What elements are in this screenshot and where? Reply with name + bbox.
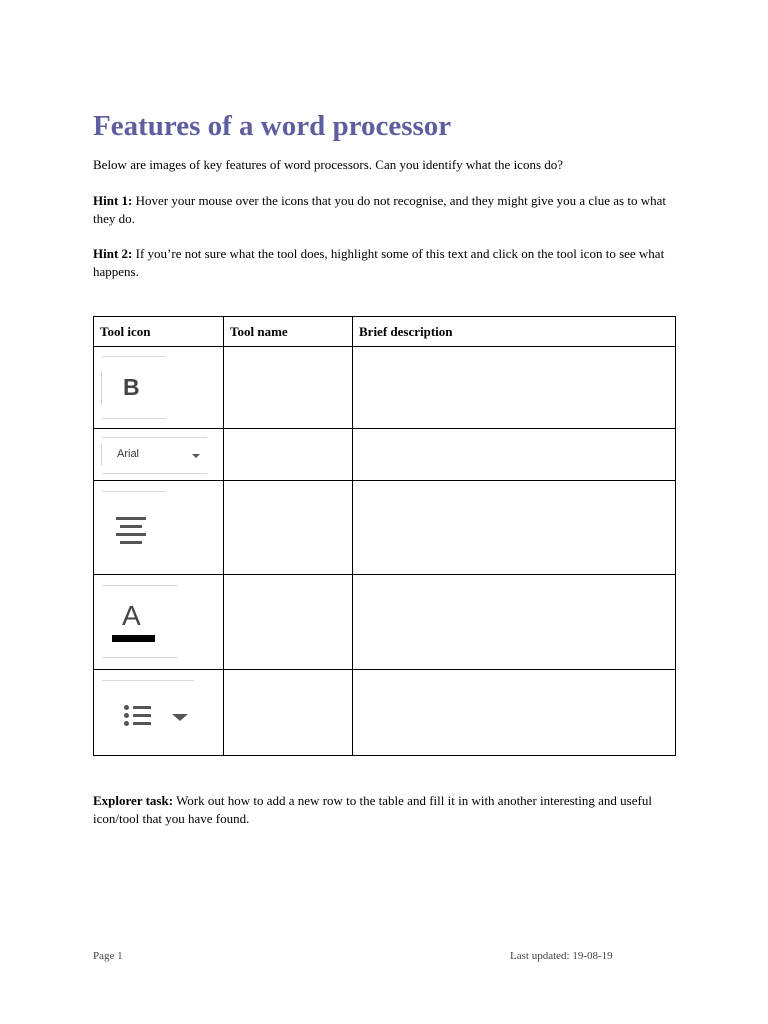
tool-icon-cell — [94, 429, 224, 481]
tool-icon-cell — [94, 347, 224, 429]
toolbar-edge-top — [102, 437, 207, 438]
center-align-icon — [116, 517, 148, 547]
hint-2-text: If you’re not sure what the tool does, highlight some of this text and click on the tool icon to see what happens. — [93, 246, 665, 279]
toolbar-edge-top — [102, 585, 178, 586]
description-cell[interactable] — [353, 481, 676, 575]
last-updated: Last updated: 19-08-19 — [510, 950, 613, 962]
table-row — [94, 347, 676, 429]
font-selector-icon: Arial — [117, 448, 140, 460]
toolbar-divider — [101, 371, 102, 405]
table-header-row — [94, 317, 676, 347]
description-cell[interactable] — [353, 575, 676, 670]
explorer-task-label: Explorer task: — [93, 793, 174, 808]
page-title: Features of a word processor — [93, 110, 452, 142]
tool-name-cell[interactable] — [224, 347, 353, 429]
description-cell[interactable] — [353, 429, 676, 481]
table-row — [94, 429, 676, 481]
table-row — [94, 575, 676, 670]
tool-icon-cell — [94, 575, 224, 670]
intro-paragraph: Below are images of key features of word processors. Can you identify what the icons do? — [93, 157, 564, 172]
page-number: Page 1 — [93, 950, 123, 962]
tool-icon-cell — [94, 481, 224, 575]
hint-1-label: Hint 1: — [93, 193, 133, 208]
hint-1-paragraph — [93, 192, 683, 228]
toolbar-divider — [101, 444, 102, 466]
chevron-down-icon — [172, 714, 188, 721]
table-row — [94, 481, 676, 575]
tool-name-cell[interactable] — [224, 481, 353, 575]
hint-1-text: Hover your mouse over the icons that you do not recognise, and they might give you a clue as to what they do. — [93, 193, 666, 226]
toolbar-edge-bottom — [102, 473, 207, 474]
explorer-task-text: Work out how to add a new row to the table and fill it in with another interesting and useful icon/tool that you have found. — [93, 793, 652, 826]
tool-name-cell[interactable] — [224, 575, 353, 670]
tools-table — [93, 316, 676, 756]
bulleted-list-icon — [124, 704, 154, 728]
tool-name-cell[interactable] — [224, 429, 353, 481]
tool-icon-cell — [94, 670, 224, 756]
table-row — [94, 670, 676, 756]
text-color-icon: A — [122, 600, 141, 631]
description-cell[interactable] — [353, 347, 676, 429]
header-brief-description: Brief description — [353, 317, 676, 347]
tool-name-cell[interactable] — [224, 670, 353, 756]
chevron-down-icon — [192, 454, 200, 458]
hint-2-label: Hint 2: — [93, 246, 133, 261]
toolbar-edge-top — [102, 680, 194, 681]
toolbar-edge-bottom — [102, 418, 166, 419]
toolbar-edge-bottom — [102, 657, 178, 658]
header-tool-name: Tool name — [224, 317, 353, 347]
header-tool-icon: Tool icon — [94, 317, 224, 347]
toolbar-edge-top — [102, 356, 166, 357]
toolbar-edge-top — [102, 491, 166, 492]
explorer-task-paragraph — [93, 792, 683, 828]
bold-icon: B — [123, 374, 140, 400]
text-color-swatch — [112, 635, 155, 642]
description-cell[interactable] — [353, 670, 676, 756]
hint-2-paragraph — [93, 245, 683, 281]
